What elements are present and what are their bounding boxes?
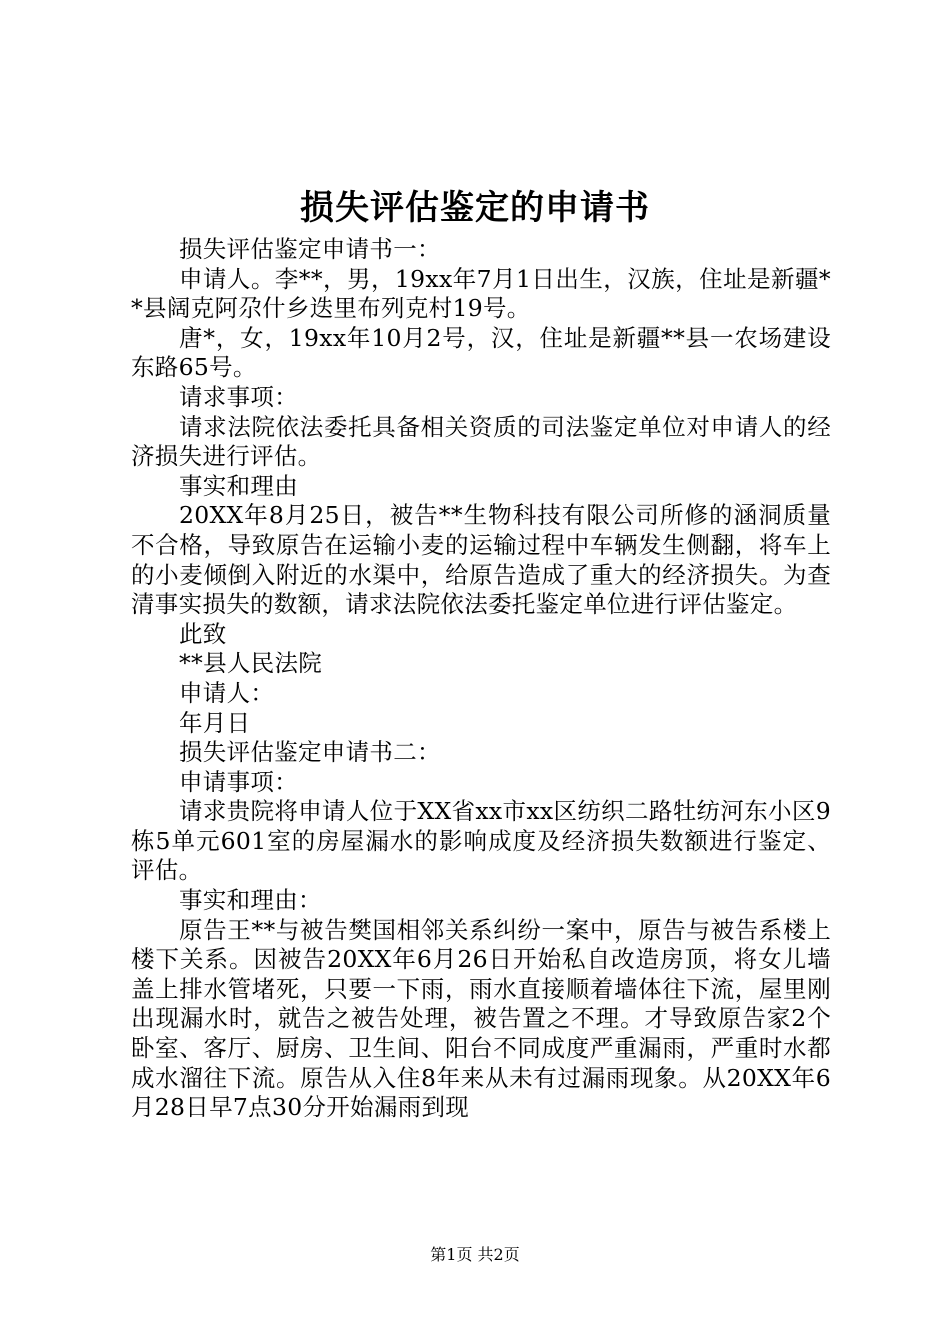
paragraph-salutation: 此致	[179, 619, 227, 648]
page-footer: 第1页 共2页	[430, 1245, 520, 1264]
paragraph-request: 请求法院依法委托具备相关资质的司法鉴定单位对申请人的经济损失进行评估。	[131, 412, 831, 471]
paragraph-court: **县人民法院	[179, 649, 323, 678]
paragraph-facts-heading: 事实和理由	[179, 471, 298, 500]
paragraph-heading-2: 损失评估鉴定申请书二：	[179, 738, 441, 767]
paragraph-heading-1: 损失评估鉴定申请书一：	[179, 235, 441, 263]
paragraph-facts-heading-2: 事实和理由：	[179, 886, 322, 915]
paragraph-date: 年月日	[179, 708, 251, 737]
paragraph-application: 请求贵院将申请人位于XX省xx市xx区纺织二路牡纺河东小区9栋5单元601室的房屋漏水的影响成度及经济损失数额进行鉴定、评估。	[131, 797, 831, 885]
document-body	[131, 235, 831, 1123]
document-title: 损失评估鉴定的申请书	[300, 188, 650, 228]
paragraph-facts: 20XX年8月25日，被告**生物科技有限公司所修的涵洞质量不合格，导致原告在运输小麦的运输过程中车辆发生侧翻，将车上的小麦倾倒入附近的水渠中，给原告造成了重大的经济损失。为查清事实损失的数额，请求法院依法委托鉴定单位进行评估鉴定。	[131, 501, 831, 619]
paragraph-application-heading: 申请事项：	[179, 767, 298, 796]
paragraph-facts-2: 原告王**与被告樊国相邻关系纠纷一案中，原告与被告系楼上楼下关系。因被告20XX年6月26日开始私自改造房顶，将女儿墙盖上排水管堵死，只要一下雨，雨水直接顺着墙体往下流，屋里刚出现漏水时，就告之被告处理，被告置之不理。才导致原告家2个卧室、客厅、厨房、卫生间、阳台不同成度严重漏雨，严重时水都成水溜往下流。原告从入住8年来从未有过漏雨现象。从20XX年6月28日早7点30分开始漏雨到现	[131, 915, 831, 1122]
paragraph-applicant-li: 申请人。李**，男，19xx年7月1日出生，汉族，住址是新疆**县阔克阿尕什乡迭里布列克村19号。	[131, 264, 831, 323]
paragraph-applicant-tang: 唐*，女，19xx年10月2号，汉，住址是新疆**县一农场建设东路65号。	[131, 323, 831, 382]
paragraph-request-heading: 请求事项：	[179, 382, 298, 411]
paragraph-signature: 申请人：	[179, 678, 275, 707]
